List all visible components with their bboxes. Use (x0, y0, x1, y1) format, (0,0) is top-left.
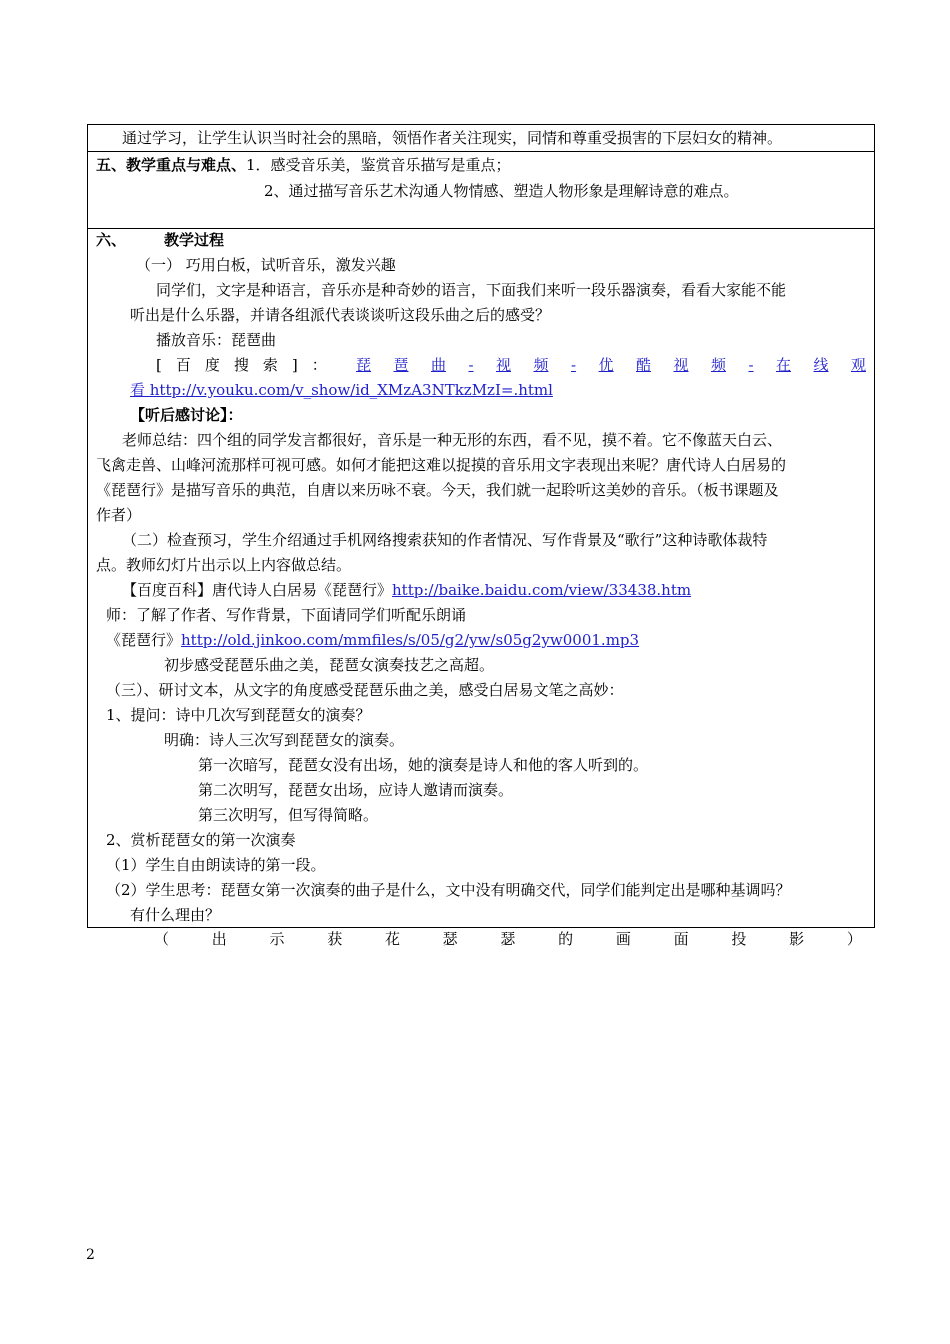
projection-line (154, 929, 862, 949)
recite-link[interactable]: http://old.jinkoo.com/mmfiles/s/05/g2/yw/s05g2yw0001.mp3 (181, 631, 640, 649)
projection-char: 的 (558, 930, 574, 948)
part3-heading: （三）、研讨文本，从文字的角度感受琵琶乐曲之美，感受白居易文笔之高妙： (106, 681, 624, 699)
link-char: 线 (813, 356, 829, 374)
key-point-1: 1．感受音乐美，鉴赏音乐描写是重点； (246, 156, 511, 174)
link-char: 视 (496, 356, 512, 374)
question-2-step2-line1: （2）学生思考：琵琶女第一次演奏的曲子是什么，文中没有明确交代，同学们能判定出是哪种基调吗？ (106, 881, 791, 899)
link-char: - (468, 356, 474, 374)
key-point-2: 2、通过描写音乐艺术沟通人物情感、塑造人物形象是理解诗意的难点。 (264, 182, 739, 200)
teacher-line: 师：了解了作者、写作背景，下面请同学们听配乐朗诵 (106, 606, 467, 624)
question-2-step1: （1）学生自由朗读诗的第一段。 (106, 856, 326, 874)
recite-line (106, 630, 639, 650)
projection-char: 影 (789, 930, 805, 948)
play-music: 播放音乐：琵琶曲 (156, 331, 277, 349)
summary-line2: 飞禽走兽、山峰河流那样可视可感。如何才能把这难以捉摸的音乐用文字表现出来呢？唐代诗人白居易的 (96, 456, 787, 474)
projection-char: 瑟 (500, 930, 516, 948)
goal-text: 通过学习，让学生认识当时社会的黑暗，领悟作者关注现实，同情和尊重受损害的下层妇女的精神。 (122, 129, 783, 147)
projection-char: 出 (211, 930, 227, 948)
key-points-row (88, 152, 874, 229)
summary-line3: 《琵琶行》是描写音乐的典范，自唐以来历咏不衰。今天，我们就一起聆听这美妙的音乐。（板书课题及 (96, 481, 779, 499)
section6-num-label: 六、 (96, 231, 127, 249)
projection-char: 面 (673, 930, 689, 948)
summary-line4: 作者） (96, 506, 142, 524)
section6-title-label: 教学过程 (164, 231, 225, 249)
projection-char: 花 (384, 930, 400, 948)
baike-label: 【百度百科】唐代诗人白居易《琵琶行》 (122, 581, 393, 599)
link-char: 琵 (356, 356, 372, 374)
baike-link[interactable]: http://baike.baidu.com/view/33438.htm (392, 581, 692, 599)
first-impression: 初步感受琵琶乐曲之美，琵琶女演奏技艺之高超。 (164, 656, 495, 674)
projection-char: 瑟 (442, 930, 458, 948)
projection-char: 示 (269, 930, 285, 948)
discussion-heading: 【听后感讨论】： (130, 406, 243, 424)
baike-line (122, 580, 691, 600)
answer-1: 明确：诗人三次写到琵琶女的演奏。 (164, 731, 405, 749)
search-label: [百度搜索]： (156, 356, 341, 374)
part1-line1: 同学们，文字是种语言，音乐亦是种奇妙的语言，下面我们来听一段乐器演奏，看看大家能不能 (156, 281, 787, 299)
link-char: 视 (673, 356, 689, 374)
projection-char: 投 (731, 930, 747, 948)
search-line (156, 355, 866, 375)
link-char: 频 (533, 356, 549, 374)
projection-char: （ (154, 930, 170, 948)
projection-char: 获 (327, 930, 343, 948)
link-char: 在 (776, 356, 792, 374)
link-char: - (570, 356, 577, 374)
link-char: 优 (598, 356, 614, 374)
part2-line1: （二）检查预习，学生介绍通过手机网络搜索获知的作者情况、写作背景及“歌行”这种诗歌体裁特 (122, 531, 768, 549)
summary-line1: 老师总结：四个组的同学发言都很好，音乐是一种无形的东西，看不见，摸不着。它不像蓝天白云、 (122, 431, 783, 449)
link-char: - (748, 356, 754, 374)
question-2-step2-line2: 有什么理由？ (130, 906, 221, 924)
link-char: 酷 (636, 356, 652, 374)
youku-link[interactable] (356, 355, 866, 375)
answer-1-second: 第二次明写，琵琶女出场，应诗人邀请而演奏。 (198, 781, 514, 799)
answer-1-third: 第三次明写，但写得简略。 (198, 806, 379, 824)
question-2: 2、赏析琵琶女的第一次演奏 (106, 831, 296, 849)
projection-char: 画 (615, 930, 631, 948)
youku-link-url[interactable]: 看 http://v.youku.com/v_show/id_XMzA3NTkzMzI=.html (130, 381, 553, 399)
section5-line1 (96, 155, 511, 175)
page-number: 2 (86, 1247, 95, 1263)
recite-label: 《琵琶行》 (106, 631, 182, 649)
part1-heading: （一） 巧用白板，试听音乐，激发兴趣 (136, 256, 396, 274)
link-char: 频 (710, 356, 726, 374)
part1-line2: 听出是什么乐器，并请各组派代表谈谈听这段乐曲之后的感受？ (130, 306, 551, 324)
link-char: 曲 (430, 356, 446, 374)
section5-heading: 五、教学重点与难点、 (96, 156, 247, 174)
projection-char: ） (846, 930, 862, 948)
part2-line2: 点。教师幻灯片出示以上内容做总结。 (96, 556, 352, 574)
answer-1-first: 第一次暗写，琵琶女没有出场，她的演奏是诗人和他的客人听到的。 (198, 756, 649, 774)
question-1: 1、提问：诗中几次写到琵琶女的演奏？ (106, 706, 371, 724)
goal-row (88, 125, 874, 152)
link-char: 琶 (393, 356, 409, 374)
link-char: 观 (850, 356, 866, 374)
